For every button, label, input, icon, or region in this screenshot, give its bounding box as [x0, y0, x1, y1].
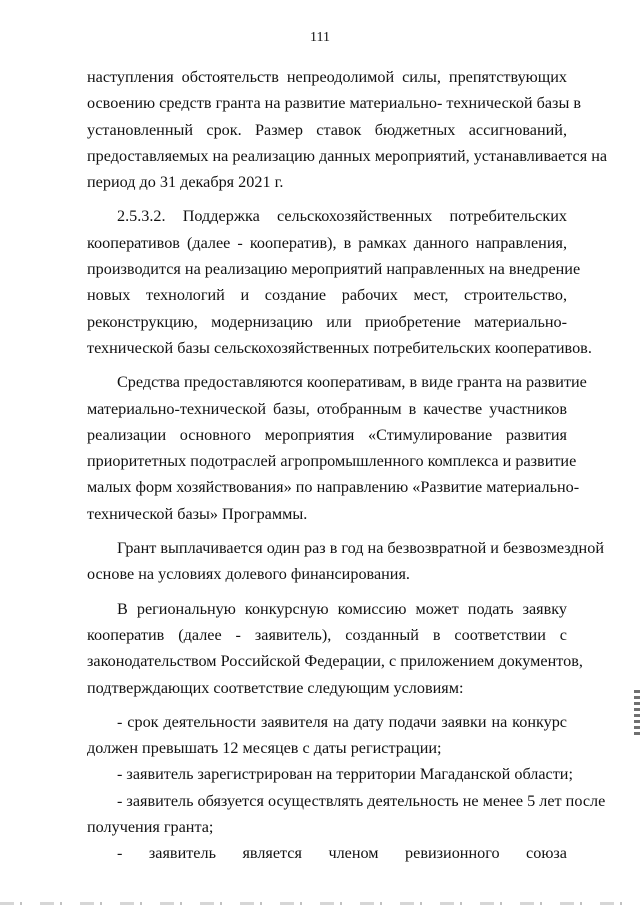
paragraph-gap [87, 527, 567, 535]
text-line: кооперативов (далее - кооператив), в рамках данного направления, [87, 233, 567, 252]
text-line: получения гранта; [87, 818, 214, 837]
text-line: малых форм хозяйствования» по направлению «Развитие материально- [87, 478, 580, 497]
text-line: освоению средств гранта на развитие материально- технической базы в [87, 94, 582, 113]
text-line: реконструкцию, модернизацию или приобретение материально- [87, 312, 567, 331]
text-line: - заявитель зарегистрирован на территории Магаданской области; [117, 765, 573, 784]
paragraph-gap [87, 701, 567, 709]
text-line: - заявитель является членом ревизионного союза [117, 844, 567, 863]
document-body [87, 64, 608, 867]
text-line: предоставляемых на реализацию данных мероприятий, устанавливается на [87, 146, 608, 165]
text-line: наступления обстоятельств непреодолимой силы, препятствующих [87, 68, 567, 86]
text-line: технической базы сельскохозяйственных потребительских кооперативов. [87, 338, 592, 357]
text-line: законодательством Российской Федерации, с приложением документов, [87, 652, 583, 671]
text-line: установленный срок. Размер ставок бюджетных ассигнований, [87, 120, 567, 139]
text-line: период до 31 декабря 2021 г. [87, 173, 284, 192]
text-line: - заявитель обязуется осуществлять деятельность не менее 5 лет после [117, 791, 606, 810]
paragraph-gap [87, 361, 567, 369]
text-line: - срок деятельности заявителя на дату подачи заявки на конкурс [117, 712, 567, 731]
text-line: технической базы» Программы. [87, 504, 308, 523]
paragraph-gap [87, 588, 567, 596]
text-line: В региональную конкурсную комиссию может подать заявку [117, 599, 567, 618]
text-line: материально-технической базы, отобранным в качестве участников [87, 399, 567, 418]
text-line: должен превышать 12 месяцев с даты регистрации; [87, 739, 442, 758]
page-number: 111 [310, 30, 330, 45]
text-line: 2.5.3.2. Поддержка сельскохозяйственных потребительских [117, 207, 567, 226]
text-line: реализации основного мероприятия «Стимулирование развития [87, 425, 567, 444]
text-line: новых технологий и создание рабочих мест, строительство, [87, 286, 567, 305]
scan-edge-mark [634, 690, 640, 736]
text-line: основе на условиях долевого финансирования. [87, 565, 410, 584]
text-line: кооператив (далее - заявитель), созданный в соответствии с [87, 625, 567, 644]
text-line: Грант выплачивается один раз в год на безвозвратной и безвозмездной [117, 539, 604, 558]
paragraph-gap [87, 195, 567, 203]
text-line: Средства предоставляются кооперативам, в виде гранта на развитие [117, 373, 587, 392]
text-line: производится на реализацию мероприятий направленных на внедрение [87, 260, 581, 279]
text-line: приоритетных подотраслей агропромышленного комплекса и развитие [87, 452, 577, 471]
text-line: подтверждающих соответствие следующим условиям: [87, 678, 464, 697]
